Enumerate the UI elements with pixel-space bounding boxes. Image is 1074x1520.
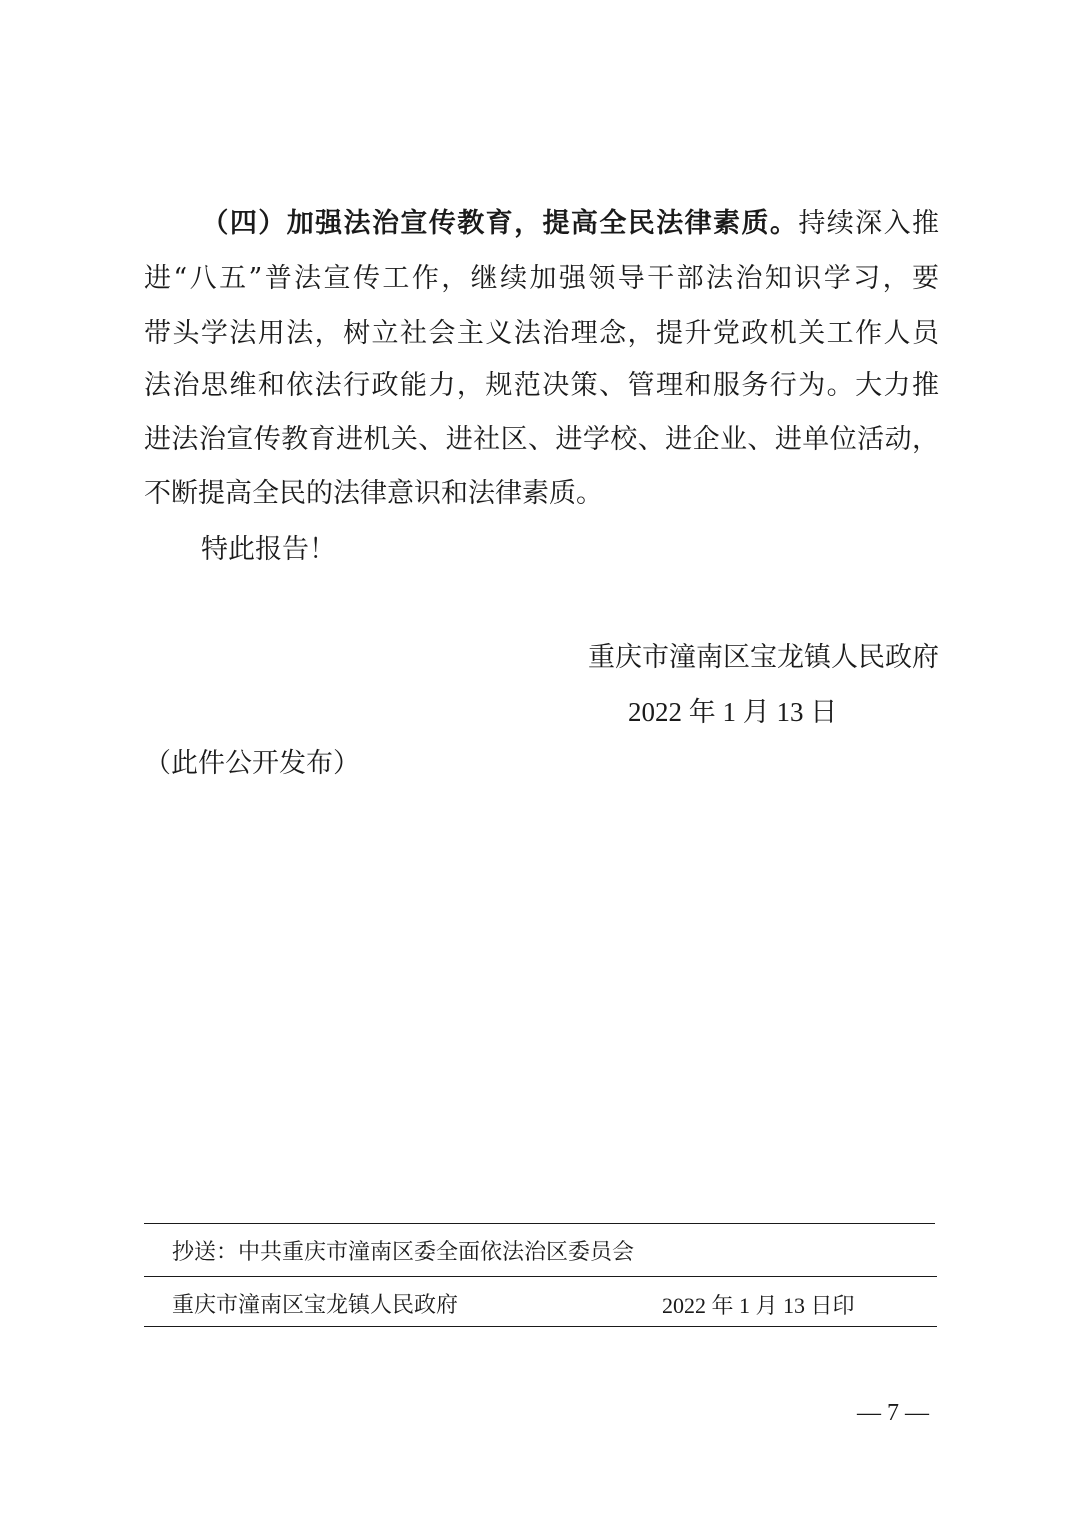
paragraph-line-2: 进“八五”普法宣传工作，继续加强领导干部法治知识学习，要 <box>144 263 939 294</box>
signature-org: 重庆市潼南区宝龙镇人民政府 <box>588 642 939 673</box>
print-date: 2022 年 1 月 13 日印 <box>662 1293 855 1318</box>
footer-rule-middle <box>144 1276 937 1277</box>
issuer-name: 重庆市潼南区宝龙镇人民政府 <box>172 1293 459 1318</box>
paragraph-line-6: 不断提高全民的法律意识和法律素质。 <box>144 478 603 509</box>
section-heading: （四）加强法治宣传教育，提高全民法律素质。 <box>200 208 799 239</box>
paragraph-line-4: 法治思维和依法行政能力，规范决策、管理和服务行为。大力推 <box>144 370 939 401</box>
disclosure-note: （此件公开发布） <box>144 748 360 779</box>
page-number: — 7 — <box>857 1400 929 1426</box>
closing-remark: 特此报告！ <box>201 534 336 565</box>
paragraph-line-5: 进法治宣传教育进机关、进社区、进学校、进企业、进单位活动， <box>144 424 939 455</box>
paragraph-line-1 <box>144 208 939 240</box>
paragraph-line-3: 带头学法用法，树立社会主义法治理念，提升党政机关工作人员 <box>144 318 939 349</box>
paragraph-text-1: 持续深入推 <box>798 208 940 239</box>
cc-line: 抄送：中共重庆市潼南区委全面依法治区委员会 <box>172 1240 635 1265</box>
footer-rule-top <box>144 1223 935 1224</box>
footer-rule-bottom <box>144 1326 937 1327</box>
signature-date: 2022 年 1 月 13 日 <box>628 697 838 727</box>
